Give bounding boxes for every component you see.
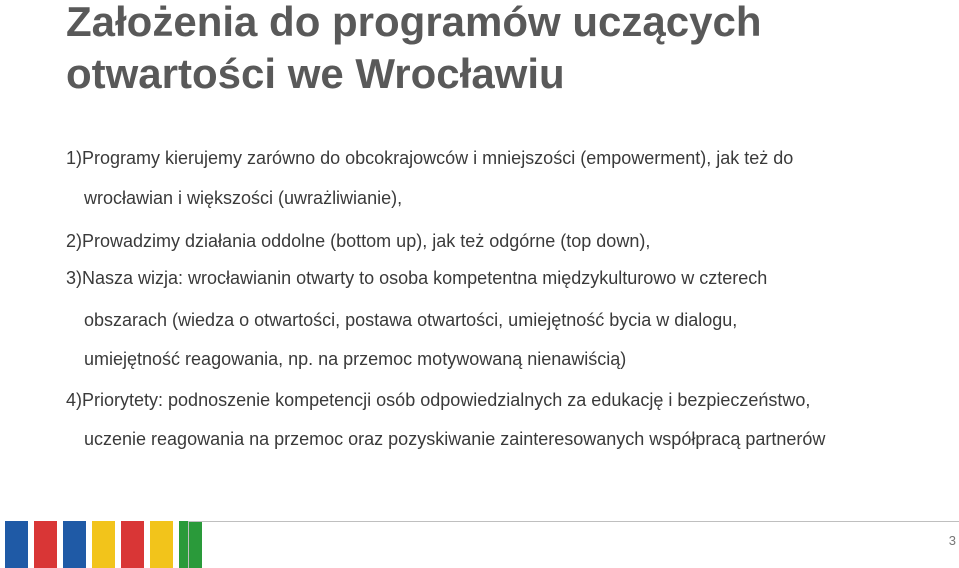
list-item-text: Nasza wizja: wrocławianin otwarty to osoba kompetentna międzykulturowo w czterech: [82, 268, 768, 288]
color-bar: [5, 521, 28, 568]
list-item-4: [66, 388, 810, 412]
list-number: 1): [66, 148, 83, 168]
list-number: 3): [66, 268, 83, 288]
color-bar: [63, 521, 86, 568]
list-item-1: [66, 146, 793, 170]
page-number: 3: [948, 533, 956, 548]
list-item-text: Prowadzimy działania oddolne (bottom up), jak też odgórne (top down),: [82, 231, 651, 251]
list-item-3: [66, 266, 767, 290]
color-bar: [121, 521, 144, 568]
list-item-2: [66, 229, 650, 253]
list-item-text: Priorytety: podnoszenie kompetencji osób odpowiedzialnych za edukację i bezpieczeństwo,: [82, 390, 811, 410]
list-item-text: umiejętność reagowania, np. na przemoc motywowaną nienawiścią): [84, 349, 627, 369]
slide-title: Założenia do programów uczących otwartości we Wrocławiu: [66, 0, 762, 97]
list-item-text: Programy kierujemy zarówno do obcokrajowców i mniejszości (empowerment), jak też do: [82, 148, 794, 168]
list-item-continuation: [84, 427, 825, 451]
list-number: 4): [66, 390, 83, 410]
list-item-text: uczenie reagowania na przemoc oraz pozyskiwanie zainteresowanych współpracą partnerów: [84, 429, 826, 449]
list-number: 2): [66, 231, 83, 251]
list-item-continuation: [84, 308, 737, 332]
color-bars-decoration: [0, 521, 200, 568]
color-bar: [150, 521, 173, 568]
list-item-continuation: [84, 347, 626, 371]
footer-frame: [188, 521, 959, 568]
list-item-text: wrocławian i większości (uwrażliwianie),: [84, 188, 403, 208]
color-bar: [34, 521, 57, 568]
list-item-text: obszarach (wiedza o otwartości, postawa otwartości, umiejętność bycia w dialogu,: [84, 310, 738, 330]
color-bar: [92, 521, 115, 568]
list-item-continuation: [84, 186, 402, 210]
